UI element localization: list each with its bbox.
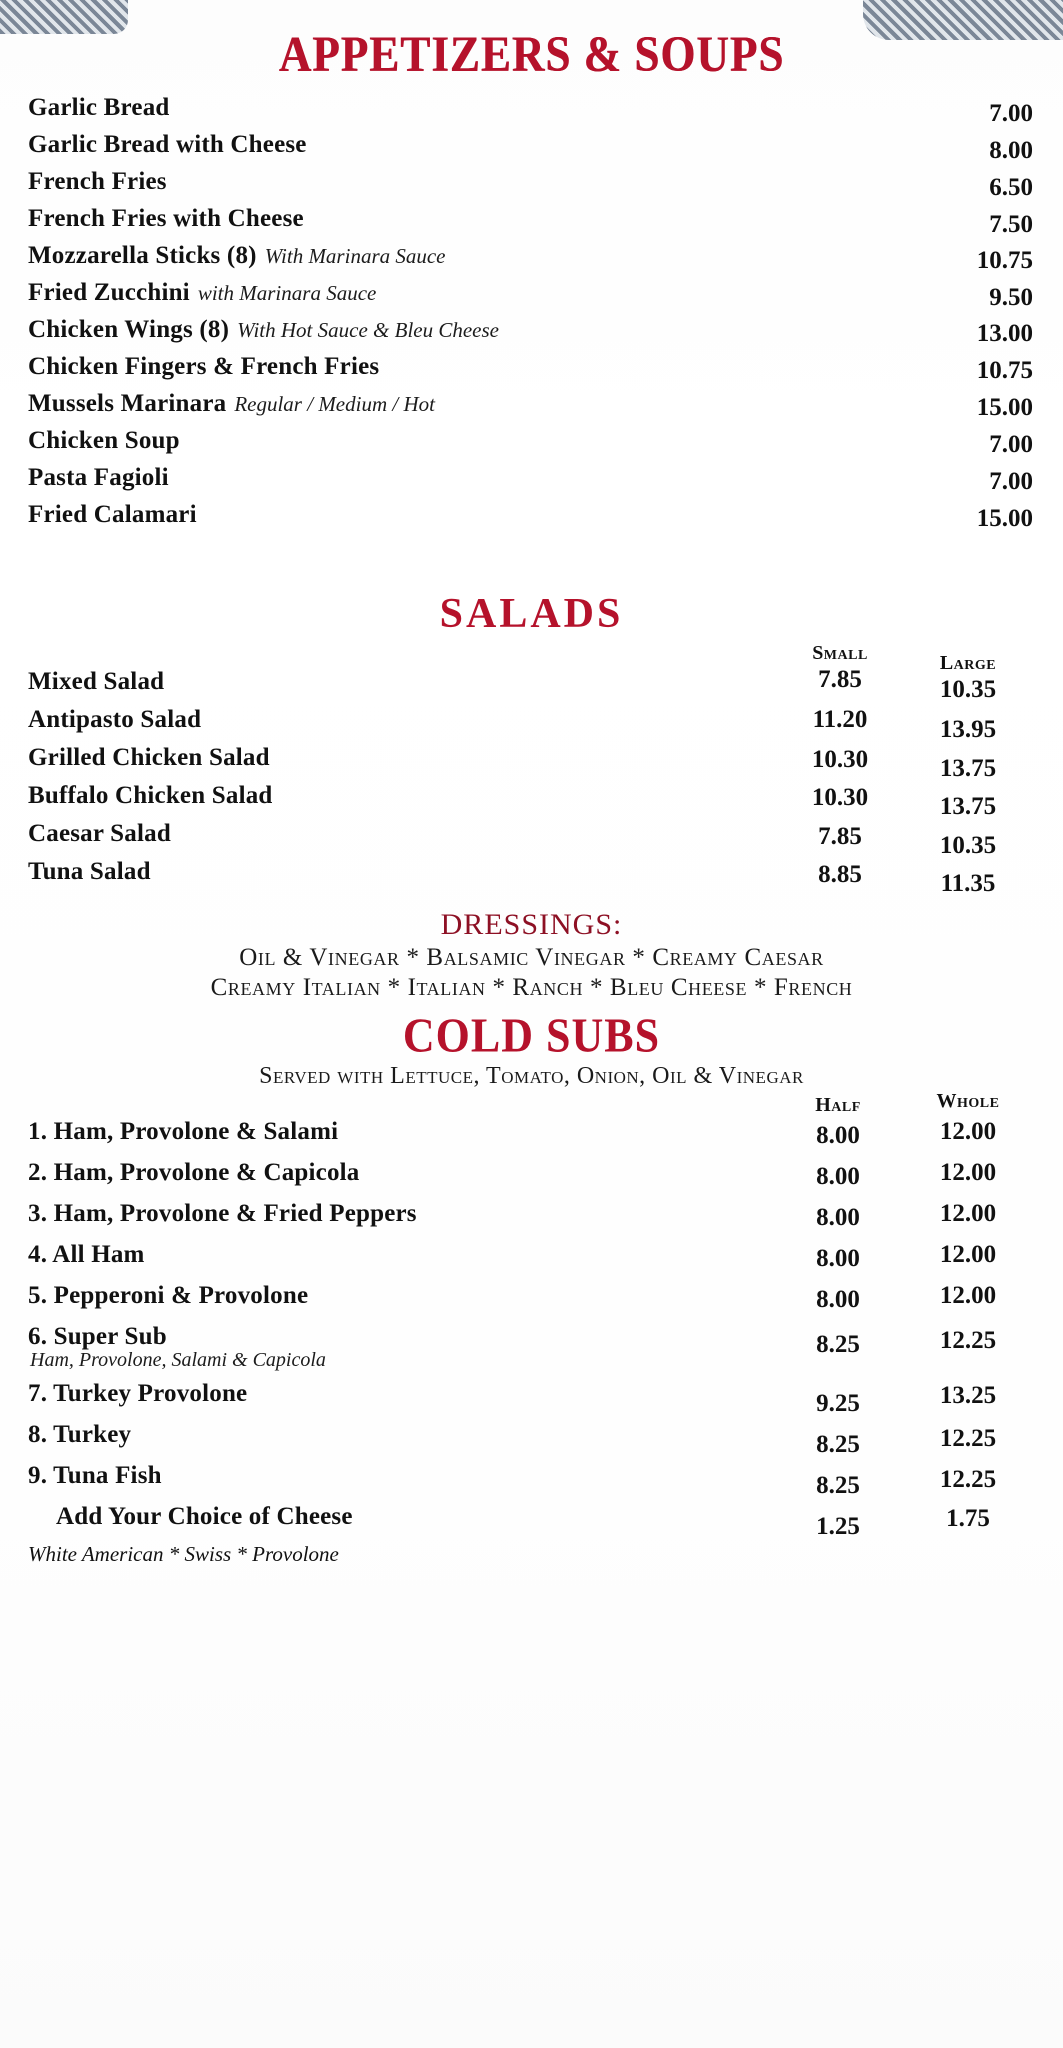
menu-item-price-half: 8.25	[816, 1472, 860, 1499]
menu-item-description: With Marinara Sauce	[264, 244, 446, 268]
menu-item-price: 8.00	[989, 137, 1033, 164]
menu-item-description: Ham, Provolone, Salami & Capicola	[30, 1349, 326, 1371]
menu-item-name: French Fries with Cheese	[28, 205, 304, 232]
menu-item-price-whole: 12.25	[939, 1425, 997, 1452]
menu-item-price-whole: 12.00	[939, 1241, 997, 1268]
appetizers-list	[0, 94, 1063, 538]
salads-section-title: SALADS	[439, 591, 624, 637]
menu-item-name: 9. Tuna Fish	[28, 1462, 162, 1489]
menu-item-row	[28, 168, 1033, 205]
menu-item-price-small: 8.85	[818, 861, 862, 888]
menu-item-price-half: 8.25	[816, 1431, 860, 1458]
menu-item-price: 10.75	[976, 357, 1033, 384]
menu-item-name: 3. Ham, Provolone & Fried Peppers	[28, 1200, 417, 1227]
menu-item-price-half: 9.25	[816, 1390, 860, 1417]
menu-item-price-whole: 12.00	[939, 1282, 997, 1309]
column-header-large: Large	[939, 652, 997, 674]
menu-item-price-small: 7.85	[818, 666, 862, 693]
menu-item-price-whole: 13.25	[939, 1382, 997, 1409]
menu-item-name: 6. Super Sub	[28, 1323, 167, 1350]
cheese-choices-note: White American * Swiss * Provolone	[28, 1542, 339, 1566]
menu-item-description: Regular / Medium / Hot	[234, 392, 435, 416]
menu-item-price-half: 8.25	[816, 1331, 860, 1358]
menu-item-row	[28, 390, 1033, 427]
menu-item-name: 8. Turkey	[28, 1421, 132, 1448]
menu-item-name: Tuna Salad	[28, 858, 151, 885]
menu-item-price: 6.50	[989, 174, 1033, 201]
menu-item-name: Pasta Fagioli	[28, 464, 169, 491]
menu-item-price-whole: 12.25	[939, 1327, 997, 1354]
cold-subs-served-with: Served with Lettuce, Tomato, Onion, Oil & Vinegar	[259, 1063, 804, 1089]
dressings-line-2: Creamy Italian * Italian * Ranch * Bleu Cheese * French	[210, 974, 853, 1001]
menu-item-row	[28, 205, 1033, 242]
menu-item-price: 15.00	[976, 505, 1033, 532]
cold-subs-column-headers	[28, 1090, 1033, 1118]
menu-item-name: 5. Pepperoni & Provolone	[28, 1282, 309, 1309]
menu-item-price-half: 8.00	[816, 1245, 860, 1272]
menu-item-price: 13.00	[976, 320, 1033, 347]
menu-item-row	[28, 242, 1033, 279]
menu-item-name: Grilled Chicken Salad	[28, 744, 270, 771]
menu-item-price-large: 11.35	[940, 870, 996, 897]
menu-item-row	[28, 1421, 1033, 1462]
menu-item-description: With Hot Sauce & Bleu Cheese	[237, 318, 499, 342]
menu-item-name: 4. All Ham	[28, 1241, 145, 1268]
cold-subs-list	[0, 1090, 1063, 1567]
menu-item-name: French Fries	[28, 168, 167, 195]
column-header-small: Small	[812, 642, 868, 664]
menu-item-name: Chicken Soup	[28, 427, 180, 454]
menu-item-name: 2. Ham, Provolone & Capicola	[28, 1159, 360, 1186]
menu-item-row	[28, 1503, 1033, 1544]
menu-item-row	[28, 1380, 1033, 1421]
menu-item-price-half: 8.00	[816, 1204, 860, 1231]
menu-item-name: Garlic Bread with Cheese	[28, 131, 307, 158]
menu-item-price-small: 10.30	[811, 746, 869, 773]
menu-item-name: Caesar Salad	[28, 820, 171, 847]
menu-item-row	[28, 744, 1033, 782]
menu-item-name: Fried Zucchini	[28, 279, 190, 306]
menu-item-row	[28, 782, 1033, 820]
menu-item-price-whole: 12.00	[939, 1200, 997, 1227]
appetizers-section-title: APPETIZERS & SOUPS	[278, 26, 785, 82]
menu-item-row	[28, 353, 1033, 390]
menu-item-row	[28, 131, 1033, 168]
menu-item-price: 15.00	[976, 394, 1033, 421]
menu-item-price-whole: 12.25	[939, 1466, 997, 1493]
menu-item-row	[28, 1241, 1033, 1282]
menu-item-name: Garlic Bread	[28, 94, 170, 121]
menu-item-price-half: 8.00	[816, 1122, 860, 1149]
menu-item-name: Buffalo Chicken Salad	[28, 782, 273, 809]
menu-item-row	[28, 668, 1033, 706]
menu-item-row	[28, 1282, 1033, 1323]
menu-item-name: Chicken Wings (8)	[28, 316, 230, 343]
menu-item-price-small: 10.30	[811, 784, 869, 811]
menu-item-row	[28, 1200, 1033, 1241]
menu-item-price: 10.75	[976, 247, 1033, 274]
menu-item-price-large: 13.75	[939, 793, 997, 820]
menu-item-row	[28, 1118, 1033, 1159]
menu-item-name: Antipasto Salad	[28, 706, 202, 733]
menu-item-price-small: 11.20	[812, 706, 868, 733]
menu-item-price-large: 13.95	[939, 716, 997, 743]
menu-item-row	[28, 279, 1033, 316]
menu-item-row	[28, 501, 1033, 538]
menu-item-price-large: 13.75	[939, 755, 997, 782]
menu-item-name: Mixed Salad	[28, 668, 165, 695]
menu-item-name: 1. Ham, Provolone & Salami	[28, 1118, 339, 1145]
menu-item-row	[28, 427, 1033, 464]
menu-item-price: 7.00	[989, 468, 1033, 495]
menu-item-price-large: 10.35	[939, 832, 997, 859]
menu-item-row	[28, 94, 1033, 131]
menu-item-row	[28, 820, 1033, 858]
menu-item-row	[28, 1323, 1033, 1358]
menu-item-row	[28, 464, 1033, 501]
salads-column-headers	[28, 642, 1033, 674]
menu-item-price: 7.50	[989, 211, 1033, 238]
menu-item-row	[28, 316, 1033, 353]
menu-item-name: Fried Calamari	[28, 501, 197, 528]
cold-subs-section-title: COLD SUBS	[402, 1008, 661, 1063]
menu-item-price-small: 7.85	[818, 823, 862, 850]
dressings-line-1: Oil & Vinegar * Balsamic Vinegar * Creamy Caesar	[239, 944, 824, 971]
menu-item-price-whole: 1.75	[946, 1505, 990, 1532]
dressings-title: DRESSINGS:	[440, 908, 623, 941]
menu-item-price: 9.50	[989, 284, 1033, 311]
menu-item-price-half: 1.25	[816, 1513, 860, 1540]
menu-item-price-half: 8.00	[816, 1286, 860, 1313]
menu-item-name: Mozzarella Sticks (8)	[28, 242, 257, 269]
menu-item-row	[28, 1159, 1033, 1200]
menu-item-row	[28, 858, 1033, 896]
menu-item-price-half: 8.00	[816, 1163, 860, 1190]
column-header-whole: Whole	[936, 1090, 1000, 1112]
menu-item-price-whole: 12.00	[939, 1159, 997, 1186]
menu-item-price: 7.00	[989, 100, 1033, 127]
menu-item-price-large: 10.35	[939, 676, 997, 703]
salads-list	[0, 644, 1063, 896]
menu-item-name: Mussels Marinara	[28, 390, 227, 417]
menu-item-name: Chicken Fingers & French Fries	[28, 353, 380, 380]
menu-item-name: Add Your Choice of Cheese	[56, 1503, 353, 1530]
menu-item-row	[28, 1462, 1033, 1503]
column-header-half: Half	[815, 1094, 861, 1116]
menu-item-price-whole: 12.00	[939, 1118, 997, 1145]
menu-item-price: 7.00	[989, 431, 1033, 458]
menu-item-name: 7. Turkey Provolone	[28, 1380, 248, 1407]
menu-item-row	[28, 706, 1033, 744]
menu-item-description: with Marinara Sauce	[197, 281, 377, 305]
